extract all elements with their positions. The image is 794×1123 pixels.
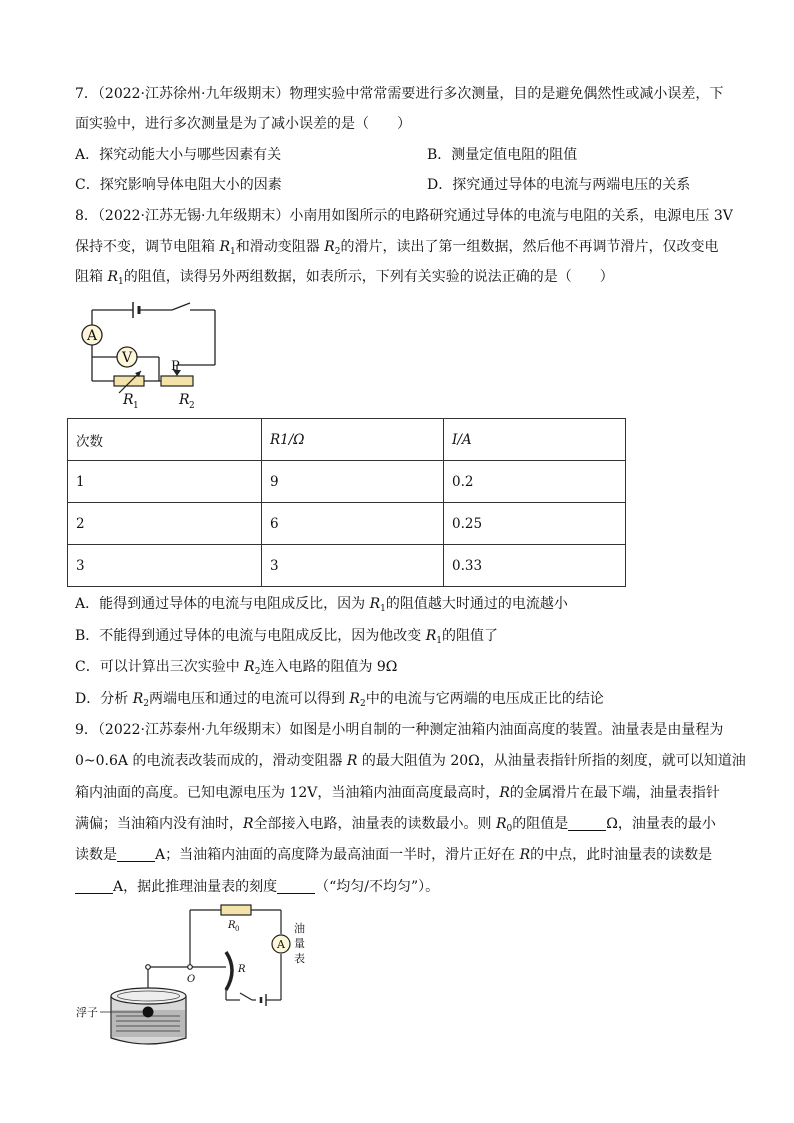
subscript: 1 [230,247,236,257]
table-header-cell [444,419,626,461]
q7-option-d: D．探究通过导体的电流与两端电压的关系 [427,177,691,193]
table-cell: 9 [262,461,444,503]
q9-text: 箱内油面的高度。已知电源电压为 12V，当油箱内油面高度最高时， [75,785,500,801]
q9-oil-gauge-diagram [76,900,316,1050]
symbol-r: R [346,753,358,769]
option-text: C．可以计算出三次实验中 [75,659,245,675]
q8-line2 [75,237,718,262]
q8-line1: 8．（2022·江苏无锡·九年级期末）小南用如图所示的电路研究通过导体的电流与电阻的关系，电源电压 3V [75,208,733,224]
q8-option-b [75,626,498,651]
table-cell: 1 [68,461,262,503]
table-cell: 3 [262,545,444,587]
option-text: 的阻值越大时通过的电流越小 [385,596,568,612]
gauge-label-1: 油 [294,922,305,935]
q7-option-b: B．测量定值电阻的阻值 [427,147,578,163]
symbol-r: R [369,596,381,612]
subscript: 0 [506,824,513,834]
symbol-r: R [519,847,531,863]
r1-subscript: 1 [133,401,139,411]
q9-text: 0~0.6A 的电流表改装而成的，滑动变阻器 [75,753,347,769]
symbol-r: R [349,691,360,707]
r2-subscript: 2 [189,401,195,411]
q9-text: 的最大阻值为 20Ω，从油量表指针所指的刻度，就可以知道油 [357,753,746,769]
table-cell: 6 [262,503,444,545]
table-cell: 0.25 [444,503,626,545]
answer-blank-min-reading[interactable] [117,847,155,862]
table-header-row [68,419,626,461]
q9-line1: 9．（2022·江苏泰州·九年级期末）如图是小明自制的一种测定油箱内油面高度的装置。油量表是由量程为 [75,722,724,738]
q9-text: 满偏；当油箱内没有油时， [75,816,243,832]
q9-line5 [75,845,712,865]
q9-text: A，据此推理油量表的刻度 [113,879,278,895]
slider-label: P [171,359,180,374]
symbol-r: R [244,659,255,675]
subscript: 1 [436,636,443,646]
q8-option-c [75,657,397,682]
option-text: 中的电流与它两端的电压成正比的结论 [365,691,604,707]
subscript: 1 [118,277,124,287]
gauge-ammeter-label: A [277,938,285,951]
table-row [68,503,626,545]
r2-label: R [179,392,190,408]
pivot-label: O [187,974,196,985]
q8-line3-text-b: 的阻值，读得另外两组数据，如表所示，下列有关实验的说法正确的是（ ） [123,269,614,285]
table-cell: 0.33 [444,545,626,587]
q7-option-row-1 [75,145,578,165]
answer-blank-scale[interactable] [277,879,315,894]
q8-option-a [75,594,568,619]
q8-data-table [67,418,626,587]
q9-text: 的中点，此时油量表的读数是 [530,847,713,863]
q9-text: Ω，油量表的最小 [606,816,716,832]
subscript: 2 [254,667,261,677]
table-header-cell: 次数 [68,419,262,461]
table-cell: 0.2 [444,461,626,503]
table-cell: 2 [68,503,262,545]
q9-line2 [75,751,746,771]
q8-line3-text-a: 阻箱 [75,269,108,285]
resistance-box-icon [114,376,144,386]
q9-text: 全部接入电路，油量表的读数最小。则 [253,816,496,832]
q8-line2-text-c: 的滑片，读出了第一组数据，然后他不再调节滑片，仅改变电 [340,239,719,255]
q9-text: 的金属滑片在最下端，油量表指针 [509,785,720,801]
q8-line3 [75,267,614,292]
q8-line2-text-b: 和滑动变阻器 [235,239,325,255]
q9-text: 读数是 [75,847,117,863]
table-cell: 3 [68,545,262,587]
q7-option-a: A．探究动能大小与哪些因素有关 [75,147,282,163]
arc-rheostat-icon [226,952,232,990]
gauge-label-3: 表 [294,952,305,965]
q7-line1: 7．（2022·江苏徐州·九年级期末）物理实验中常常需要进行多次测量，目的是避免偶然性或减小误差，下 [75,86,724,102]
header-i: I/A [452,431,472,448]
option-text: D．分析 [75,691,133,707]
rheostat-icon [161,376,193,386]
voltmeter-label: V [121,350,133,366]
q8-line2-text-a: 保持不变，调节电阻箱 [75,239,220,255]
subscript: 2 [143,699,149,709]
q7-line2: 面实验中，进行多次测量是为了减小误差的是（ ） [75,116,411,132]
r1-label: R [123,392,134,408]
answer-blank-half-reading[interactable] [75,879,113,894]
gauge-label-2: 量 [294,937,305,950]
q9-text: A；当油箱内油面的高度降为最高油面一半时，滑片正好在 [155,847,520,863]
option-text: 的阻值了 [442,628,499,644]
q9-line6 [75,877,439,897]
q9-line4 [75,814,716,839]
ammeter-label: A [86,328,98,344]
q9-text: 的阻值是 [512,816,569,832]
q8-circuit-diagram [75,298,225,413]
symbol-r: R [243,816,254,832]
subscript: 1 [380,604,386,614]
r0-label: R [228,920,236,931]
q9-line3 [75,783,720,803]
symbol-r: R [132,691,144,707]
pivot-icon [188,965,193,970]
header-r1: R1/Ω [270,431,305,448]
symbol-r: R [219,239,230,255]
table-row [68,545,626,587]
float-icon [143,1007,154,1018]
symbol-r: R [425,628,437,644]
q7-option-c: C．探究影响导体电阻大小的因素 [75,177,282,193]
table-row [68,461,626,503]
subscript: 2 [359,699,366,709]
answer-blank-r0[interactable] [568,816,606,831]
symbol-r: R [496,816,507,832]
symbol-r: R [499,785,510,801]
q9-text: （“均匀/不均匀”）。 [315,879,440,895]
table-header-cell [262,419,444,461]
option-text: A．能得到通过导体的电流与电阻成反比，因为 [75,596,370,612]
subscript: 2 [334,247,341,257]
option-text: 两端电压和通过的电流可以得到 [148,691,350,707]
resistor-r0-icon [221,905,251,915]
q7-option-row-2 [75,175,691,195]
r-label: R [238,964,246,975]
float-label: 浮子 [76,1006,98,1019]
q8-option-d [75,689,604,714]
r0-subscript: 0 [235,925,240,933]
symbol-r: R [324,239,335,255]
symbol-r: R [107,269,118,285]
option-text: B．不能得到通过导体的电流与电阻成反比，因为他改变 [75,628,426,644]
option-text: 连入电路的阻值为 9Ω [260,659,398,675]
